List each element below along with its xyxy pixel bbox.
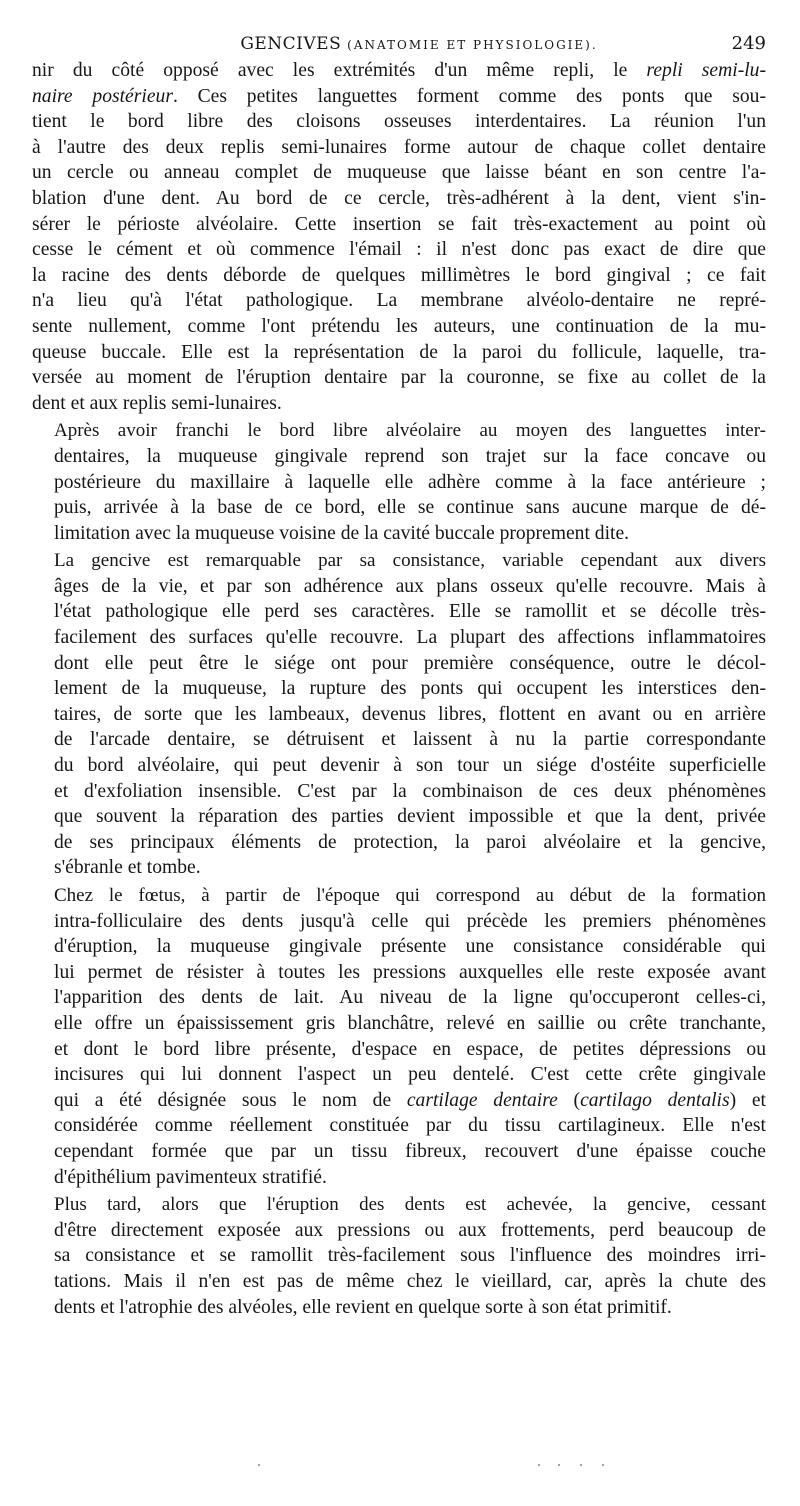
paragraph-5 bbox=[32, 1192, 766, 1320]
text-line: cesse le cément et où commence l'émail : il n'est donc pas exact de dire que bbox=[32, 239, 766, 261]
text-line: tations. Mais il n'en est pas de même chez le vieillard, car, après la chute des bbox=[54, 1270, 766, 1292]
text-line: de l'arcade dentaire, se détruisent et laissent à nu la partie correspondante bbox=[54, 729, 766, 751]
text-line: qui a été désignée sous le nom de cartilage dentaire (cartilago dentalis) et bbox=[54, 1089, 766, 1111]
speck-mark bbox=[558, 1464, 560, 1466]
text-line: elle offre un épaississement gris blanchâtre, relevé en saillie ou crête tranchante, bbox=[54, 1012, 766, 1034]
text-line: s'ébranle et tombe. bbox=[54, 857, 201, 879]
text-line: et dont le bord libre présente, d'espace en espace, de petites dépressions ou bbox=[54, 1038, 766, 1060]
text-line: La gencive est remarquable par sa consistance, variable cependant aux divers bbox=[54, 550, 766, 572]
text-line: dont elle peut être le siége ont pour première conséquence, outre le décol- bbox=[54, 652, 766, 674]
head-title-text: GENCIVES bbox=[240, 34, 342, 54]
speck-mark bbox=[538, 1464, 540, 1466]
text-line: que souvent la réparation des parties devient impossible et que la dent, privée bbox=[54, 806, 766, 828]
text-line: intra-folliculaire des dents jusqu'à celle qui précède les premiers phénomènes bbox=[54, 910, 766, 932]
text-line: cependant formée que par un tissu fibreux, recouvert d'une épaisse couche bbox=[54, 1140, 766, 1162]
text-line: versée au moment de l'éruption dentaire par la couronne, se fixe au collet de la bbox=[32, 367, 766, 389]
text-line: dent et aux replis semi-lunaires. bbox=[32, 392, 282, 414]
text-line: d'éruption, la muqueuse gingivale présente une consistance considérable qui bbox=[54, 936, 766, 958]
text-line: lement de la muqueuse, la rupture des ponts qui occupent les interstices den- bbox=[54, 678, 766, 700]
text-line: un cercle ou anneau complet de muqueuse que laisse béant en son centre l'a- bbox=[32, 162, 766, 184]
text-line: considérée comme réellement constituée par du tissu cartilagineux. Elle n'est bbox=[54, 1115, 766, 1137]
text-line: l'état pathologique elle perd ses caractères. Elle se ramollit et se décolle très- bbox=[54, 601, 766, 623]
text-line: âges de la vie, et par son adhérence aux plans osseux qu'elle recouvre. Mais à bbox=[54, 575, 766, 597]
speck-mark bbox=[258, 1464, 260, 1466]
running-head-title bbox=[32, 30, 766, 59]
text-line: l'apparition des dents de lait. Au niveau de la ligne qu'occuperont celles-ci, bbox=[54, 987, 766, 1009]
body-text bbox=[32, 58, 766, 1322]
text-line: Chez le fœtus, à partir de l'époque qui correspond au début de la formation bbox=[54, 885, 766, 906]
text-line: dentaires, la muqueuse gingivale reprend son trajet sur la face concave ou bbox=[54, 445, 766, 467]
text-line: Plus tard, alors que l'éruption des dents est achevée, la gencive, cessant bbox=[54, 1194, 766, 1216]
speck-mark bbox=[580, 1464, 582, 1466]
text-line: d'être directement exposée aux pressions ou aux frottements, perd beaucoup de bbox=[54, 1219, 766, 1241]
paragraph-2 bbox=[32, 418, 766, 546]
text-line: d'épithélium pavimenteux stratifié. bbox=[54, 1166, 327, 1188]
paragraph-1 bbox=[32, 58, 766, 416]
running-head bbox=[32, 30, 766, 58]
text-line: sa consistance et se ramollit très-facilement sous l'influence des moindres irri- bbox=[54, 1245, 766, 1267]
text-line: blation d'une dent. Au bord de ce cercle, très-adhérent à la dent, vient s'in- bbox=[32, 187, 766, 209]
text-line: lui permet de résister à toutes les pressions auxquelles elle reste exposée avant bbox=[54, 961, 766, 983]
text-line: sente nullement, comme l'ont prétendu les auteurs, une continuation de la mu- bbox=[32, 315, 766, 337]
print-specks bbox=[240, 1464, 620, 1474]
text-line: dents et l'atrophie des alvéoles, elle revient en quelque sorte à son état primitif. bbox=[54, 1296, 672, 1318]
head-subtitle-text: (ANATOMIE ET PHYSIOLOGIE). bbox=[347, 38, 598, 52]
text-line: Après avoir franchi le bord libre alvéolaire au moyen des languettes inter- bbox=[54, 420, 766, 442]
text-line: postérieure du maxillaire à laquelle elle adhère comme à la face antérieure ; bbox=[54, 471, 766, 493]
text-line: à l'autre des deux replis semi-lunaires forme autour de chaque collet dentaire bbox=[32, 136, 766, 158]
text-line: et d'exfoliation insensible. C'est par la combinaison de ces deux phénomènes bbox=[54, 780, 766, 802]
text-line: n'a lieu qu'à l'état pathologique. La membrane alvéolo-dentaire ne repré- bbox=[32, 290, 766, 312]
text-line: facilement des surfaces qu'elle recouvre. La plupart des affections inflammatoires bbox=[54, 627, 766, 649]
speck-mark bbox=[602, 1464, 604, 1466]
text-line: puis, arrivée à la base de ce bord, elle se continue sans aucune marque de dé- bbox=[54, 497, 766, 519]
text-line: incisures qui lui donnent l'aspect un peu dentelé. C'est cette crête gingivale bbox=[54, 1064, 766, 1086]
paragraph-3 bbox=[32, 548, 766, 881]
text-line: du bord alvéolaire, qui peut devenir à son tour un siége d'ostéite superficielle bbox=[54, 755, 766, 777]
text-line: naire postérieur. Ces petites languettes forment comme des ponts que sou- bbox=[32, 85, 766, 107]
text-line: de ses principaux éléments de protection, la paroi alvéolaire et la gencive, bbox=[54, 831, 766, 853]
text-line: nir du côté opposé avec les extrémités d'un même repli, le repli semi-lu- bbox=[32, 60, 766, 81]
text-line: tient le bord libre des cloisons osseuses interdentaires. La réunion l'un bbox=[32, 111, 766, 133]
text-line: la racine des dents déborde de quelques millimètres le bord gingival ; ce fait bbox=[32, 264, 766, 286]
text-line: taires, de sorte que les lambeaux, devenus libres, flottent en avant ou en arrière bbox=[54, 703, 766, 725]
text-line: limitation avec la muqueuse voisine de la cavité buccale proprement dite. bbox=[54, 522, 630, 544]
text-line: queuse buccale. Elle est la représentation de la paroi du follicule, laquelle, tra- bbox=[32, 341, 766, 363]
paragraph-4 bbox=[32, 883, 766, 1190]
page-number: 249 bbox=[731, 33, 766, 54]
text-line: sérer le périoste alvéolaire. Cette insertion se fait très-exactement au point où bbox=[32, 213, 766, 235]
